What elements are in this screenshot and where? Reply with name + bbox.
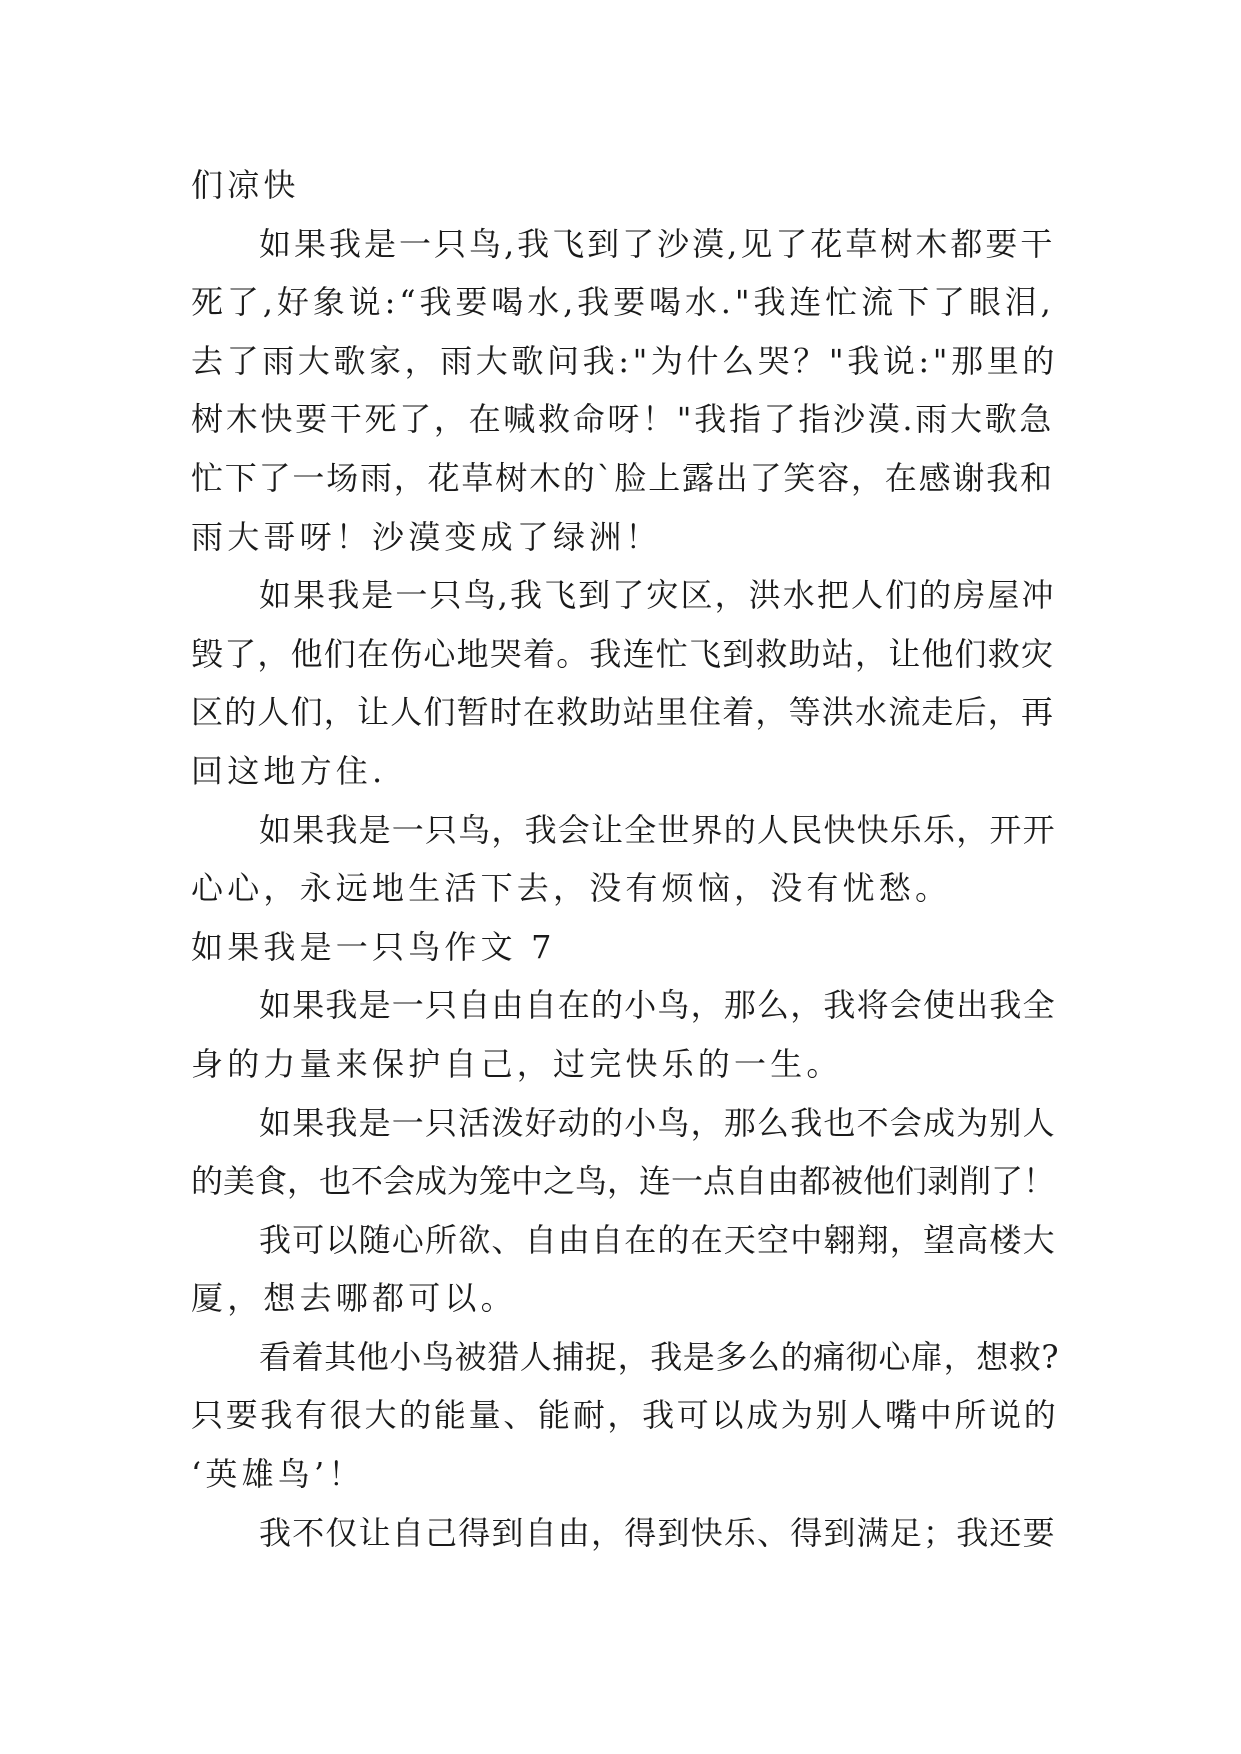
text-line: 区的人们，让人们暂时在救助站里住着，等洪水流走后，再 — [191, 693, 1055, 732]
text-line: ‘英雄鸟’！ — [191, 1455, 365, 1494]
text-line: 身的力量来保护自己，过完快乐的一生。 — [191, 1044, 843, 1083]
text-line: 们凉快 — [191, 166, 300, 204]
section-heading: 如果我是一只鸟作文 7 — [191, 927, 556, 966]
text-line: 忙下了一场雨，花草树木的`脸上露出了笑容，在感谢我和 — [191, 458, 1054, 497]
text-line: 毁了，他们在伤心地哭着。我连忙飞到救助站，让他们救灾 — [191, 634, 1055, 673]
text-line: 如果我是一只鸟，我会让全世界的人民快快乐乐，开开 — [259, 810, 1056, 849]
text-line: 死了,好象说:“我要喝水,我要喝水."我连忙流下了眼泪, — [191, 283, 1055, 322]
text-line: 树木快要干死了，在喊救命呀！"我指了指沙漠.雨大歌急 — [191, 400, 1055, 439]
text-line: 我不仅让自己得到自由，得到快乐、得到满足；我还要 — [259, 1513, 1056, 1552]
text-line: 我可以随心所欲、自由自在的在天空中翱翔，望高楼大 — [259, 1220, 1056, 1259]
text-line: 心心，永远地生活下去，没有烦恼，没有忧愁。 — [191, 869, 952, 908]
text-line: 如果我是一只活泼好动的小鸟，那么我也不会成为别人 — [259, 1103, 1056, 1142]
text-line: 只要我有很大的能量、能耐，我可以成为别人嘴中所说的 — [191, 1396, 1059, 1435]
text-line: 厦，想去哪都可以。 — [191, 1279, 517, 1318]
text-line: 如果我是一只鸟,我飞到了沙漠,见了花草树木都要干 — [259, 224, 1056, 263]
text-line: 回这地方住. — [191, 751, 387, 790]
text-line: 的美食，也不会成为笼中之鸟，连一点自由都被他们剥削了！ — [191, 1162, 1056, 1201]
text-line: 如果我是一只自由自在的小鸟，那么，我将会使出我全 — [259, 986, 1056, 1025]
text-line: 雨大哥呀！沙漠变成了绿洲！ — [191, 517, 662, 556]
text-line: 看着其他小鸟被猎人捕捉，我是多么的痛彻心扉，想救? — [259, 1337, 1060, 1376]
text-line: 如果我是一只鸟,我飞到了灾区，洪水把人们的房屋冲 — [259, 576, 1056, 615]
document-body — [191, 156, 1061, 1562]
text-line: 去了雨大歌家，雨大歌问我:"为什么哭？"我说:"那里的 — [191, 341, 1058, 380]
